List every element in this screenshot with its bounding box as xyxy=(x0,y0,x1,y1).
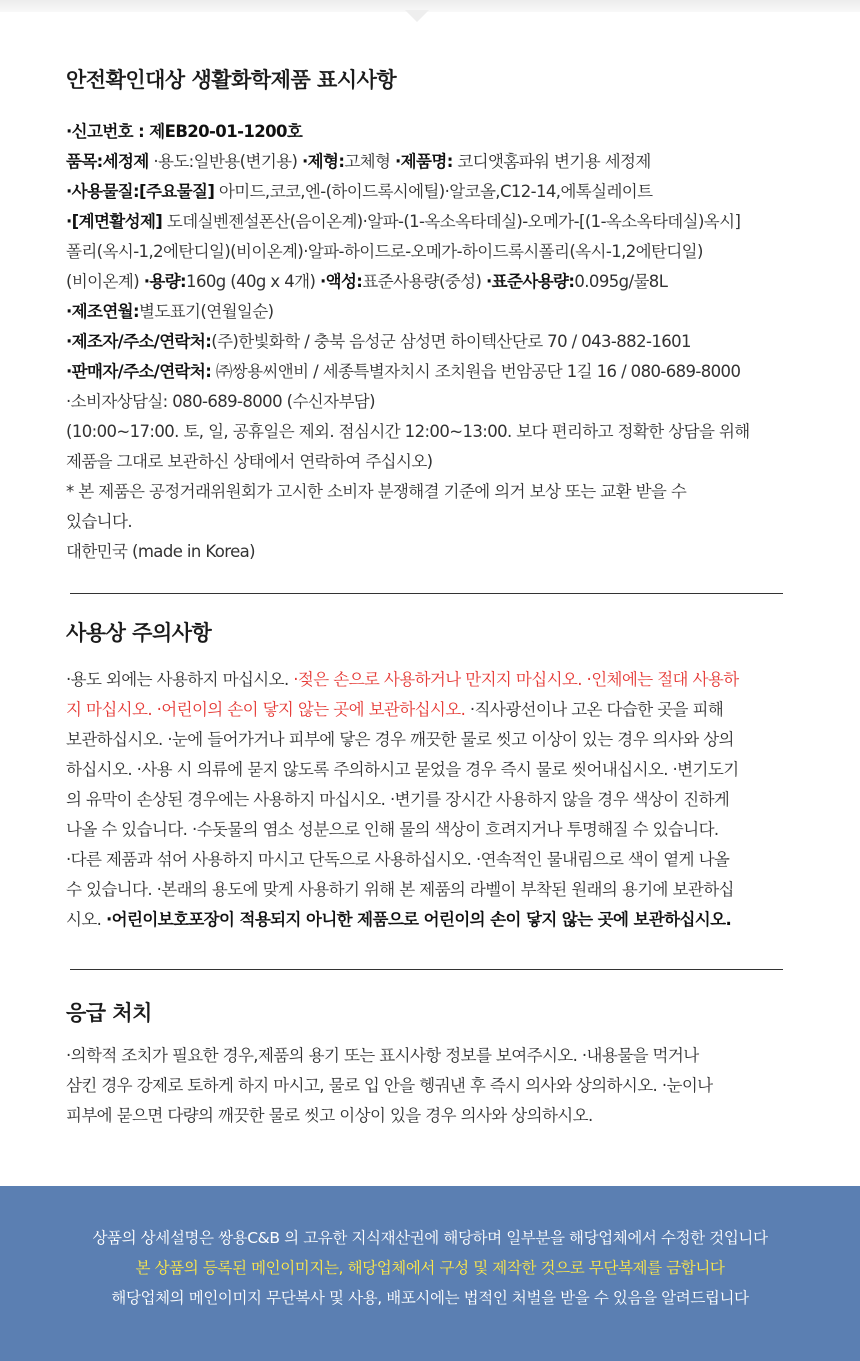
text-segment: ·제조연월: xyxy=(66,302,140,321)
label-info-block xyxy=(66,117,806,567)
text-segment: 별도표기(연월일순) xyxy=(139,302,274,321)
text-segment: (주)한빛화학 / 충북 음성군 삼성면 하이텍산단로 70 / 043-882-1601 xyxy=(211,332,691,351)
text-segment: 피부에 묻으면 다량의 깨끗한 물로 씻고 이상이 있을 경우 의사와 상의하시오. xyxy=(66,1106,593,1125)
text-segment: (비이온계) xyxy=(66,272,144,291)
text-segment: ·소비자상담실: 080-689-8000 (수신자부담) xyxy=(66,392,375,411)
text-line xyxy=(66,665,796,695)
text-line xyxy=(66,725,796,755)
text-segment: ·의학적 조치가 필요한 경우,제품의 용기 또는 표시사항 정보를 보여주시오. ·내용물을 먹거나 xyxy=(66,1046,699,1065)
text-line xyxy=(66,417,806,447)
caution-section xyxy=(66,617,796,647)
text-segment: 있습니다. xyxy=(66,512,133,531)
text-line xyxy=(66,117,806,147)
label-section xyxy=(66,64,796,94)
text-segment: 지 마십시오. ·어린이의 손이 닿지 않는 곳에 보관하십시오. xyxy=(66,700,466,719)
text-line xyxy=(66,177,806,207)
text-segment: ·판매자/주소/연락처: xyxy=(66,362,212,381)
text-segment: 하십시오. ·사용 시 의류에 묻지 않도록 주의하시고 묻었을 경우 즉시 물로 씻어내십시오. ·변기도기 xyxy=(66,760,739,779)
text-segment: ·어린이보호포장이 적용되지 아니한 제품으로 어린이의 손이 닿지 않는 곳에 보관하십시오. xyxy=(105,910,732,929)
text-segment: ·액성: xyxy=(319,272,363,291)
text-line xyxy=(66,875,796,905)
section-title-caution: 사용상 주의사항 xyxy=(66,621,212,645)
text-segment: ·사용물질:[주요물질] xyxy=(66,182,215,201)
text-line xyxy=(66,357,806,387)
text-line xyxy=(66,267,806,297)
text-segment: ·표준사용량: xyxy=(486,272,575,291)
top-strip xyxy=(0,0,860,12)
text-segment: 품목:세정제 xyxy=(66,152,149,171)
text-segment: ·신고번호 : 제EB20-01-1200호 xyxy=(66,122,303,141)
section-title-first-aid: 응급 처치 xyxy=(66,1001,152,1025)
text-segment: 삼킨 경우 강제로 토하게 하지 마시고, 물로 입 안을 헹궈낸 후 즉시 의사와 상의하시오. ·눈이나 xyxy=(66,1076,713,1095)
text-segment: 의 유막이 손상된 경우에는 사용하지 마십시오. ·변기를 장시간 사용하지 않을 경우 색상이 진하게 xyxy=(66,790,730,809)
text-line xyxy=(66,1101,796,1131)
divider xyxy=(70,593,783,594)
text-segment: 고체형 xyxy=(344,152,396,171)
text-line xyxy=(66,537,806,567)
text-segment: ·제조자/주소/연락처: xyxy=(66,332,212,351)
text-line xyxy=(66,695,796,725)
text-line xyxy=(66,785,796,815)
text-segment: ·용량: xyxy=(143,272,187,291)
text-segment: 표준사용량(중성) xyxy=(362,272,487,291)
footer-line-3: 해당업체의 메인이미지 무단복사 및 사용, 배포시에는 법적인 처벌을 받을 수 있음을 알려드립니다 xyxy=(111,1289,749,1307)
text-segment: 폴리(옥시-1,2에탄디일)(비이온계)·알파-하이드로-오메가-하이드록시폴리(옥시-1,2에탄디일) xyxy=(66,242,703,261)
text-line xyxy=(66,477,806,507)
caution-paragraph xyxy=(66,665,796,935)
section-title-label: 안전확인대상 생활화학제품 표시사항 xyxy=(66,68,397,92)
footer-line-2: 본 상품의 등록된 메인이미지는, 해당업체에서 구성 및 제작한 것으로 무단복제를 금합니다 xyxy=(135,1259,725,1277)
first-aid-section xyxy=(66,997,796,1027)
divider xyxy=(70,969,783,970)
text-segment: 나올 수 있습니다. ·수돗물의 염소 성분으로 인해 물의 색상이 흐려지거나 투명해질 수 있습니다. xyxy=(66,820,719,839)
top-notch xyxy=(405,10,429,22)
footer-line-1: 상품의 상세설명은 쌍용C&B 의 고유한 지식재산권에 해당하며 일부분을 해당업체에서 수정한 것입니다 xyxy=(92,1229,768,1247)
text-segment: 보관하십시오. ·눈에 들어가거나 피부에 닿은 경우 깨끗한 물로 씻고 이상이 있는 경우 의사와 상의 xyxy=(66,730,734,749)
first-aid-paragraph xyxy=(66,1041,796,1131)
text-line xyxy=(66,327,806,357)
text-segment: ·용도:일반용(변기용) xyxy=(148,152,302,171)
text-segment: 코디앳홈파워 변기용 세정제 xyxy=(452,152,651,171)
text-line xyxy=(66,447,806,477)
text-segment: 아미드,코코,엔-(하이드록시에틸)·알코올,C12-14,에톡실레이트 xyxy=(214,182,653,201)
text-segment: ㈜쌍용씨앤비 / 세종특별자치시 조치원읍 번암공단 1길 16 / 080-689-8000 xyxy=(211,362,741,381)
text-line xyxy=(66,297,806,327)
text-segment: 대한민국 (made in Korea) xyxy=(66,542,255,561)
text-line xyxy=(66,237,806,267)
copyright-footer xyxy=(0,1186,860,1361)
text-line xyxy=(66,845,796,875)
text-segment: ·직사광선이나 고온 다습한 곳을 피해 xyxy=(465,700,724,719)
text-segment: 수 있습니다. ·본래의 용도에 맞게 사용하기 위해 본 제품의 라벨이 부착된 원래의 용기에 보관하십 xyxy=(66,880,734,899)
text-line xyxy=(66,1041,796,1071)
text-line xyxy=(66,905,796,935)
text-segment: ·젖은 손으로 사용하거나 만지지 마십시오. ·인체에는 절대 사용하 xyxy=(293,670,739,689)
text-line xyxy=(66,147,806,177)
text-segment: ·용도 외에는 사용하지 마십시오. xyxy=(66,670,294,689)
text-line xyxy=(66,507,806,537)
text-segment: 0.095g/물8L xyxy=(574,272,668,291)
text-line xyxy=(66,1071,796,1101)
text-line xyxy=(66,387,806,417)
text-segment: ·다른 제품과 섞어 사용하지 마시고 단독으로 사용하십시오. ·연속적인 물내림으로 색이 옅게 나올 xyxy=(66,850,730,869)
text-segment: ·제품명: xyxy=(395,152,453,171)
text-segment: 160g (40g x 4개) xyxy=(186,272,320,291)
text-segment: (10:00~17:00. 토, 일, 공휴일은 제외. 점심시간 12:00~13:00. 보다 편리하고 정확한 상담을 위해 xyxy=(66,422,750,441)
text-line xyxy=(66,207,806,237)
text-line xyxy=(66,755,796,785)
text-segment: ·[계면활성제] xyxy=(66,212,163,231)
text-segment: * 본 제품은 공정거래위원회가 고시한 소비자 분쟁해결 기준에 의거 보상 또는 교환 받을 수 xyxy=(66,482,687,501)
text-segment: 도데실벤젠설폰산(음이온계)·알파-(1-옥소옥타데실)-오메가-[(1-옥소옥타데실)옥시] xyxy=(162,212,741,231)
text-segment: 시오. xyxy=(66,910,106,929)
text-segment: 제품을 그대로 보관하신 상태에서 연락하여 주십시오) xyxy=(66,452,433,471)
text-line xyxy=(66,815,796,845)
text-segment: ·제형: xyxy=(301,152,345,171)
